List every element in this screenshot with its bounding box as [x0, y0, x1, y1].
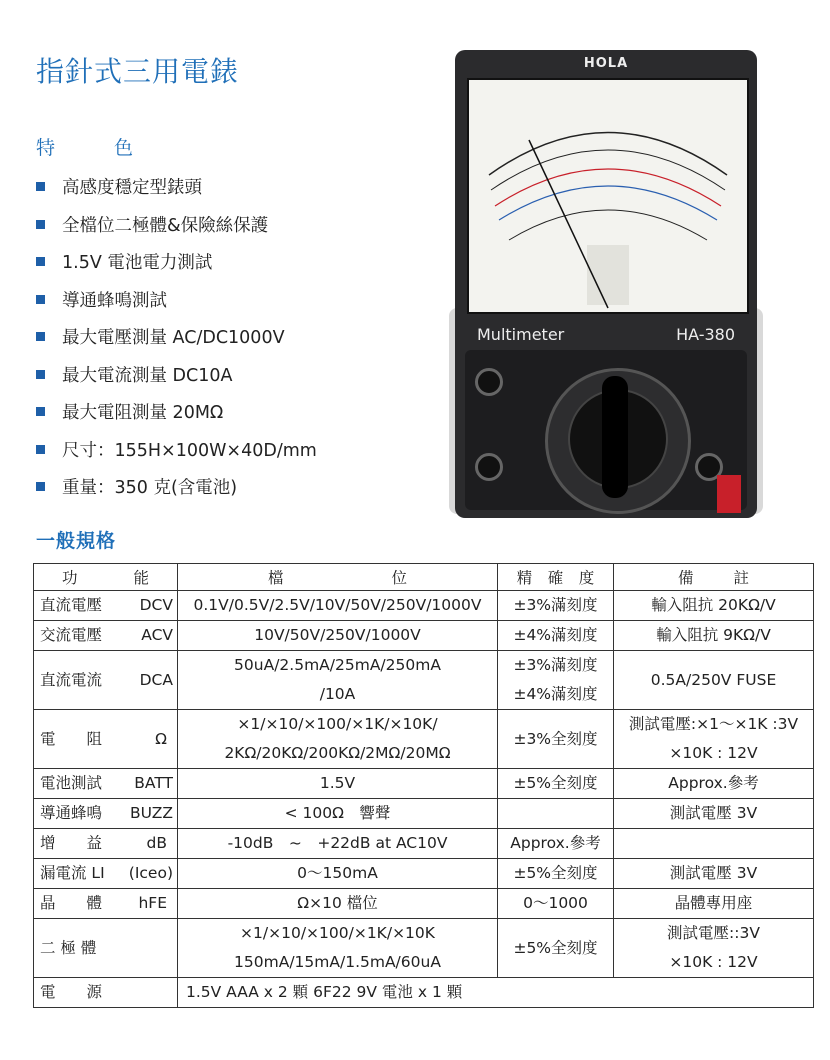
feature-item [36, 318, 317, 356]
table-row [34, 710, 814, 769]
header-accuracy: 精 確 度 [498, 564, 614, 591]
cell-range: -10dB ~ +22dB at AC10V [178, 829, 498, 859]
table-row [34, 591, 814, 621]
feature-text: 全檔位二極體&保險絲保護 [62, 215, 269, 236]
cell-range: 0.1V/0.5V/2.5V/10V/50V/250V/1000V [178, 591, 498, 621]
header-function: 功 能 [34, 564, 178, 591]
features-heading [36, 133, 134, 160]
cell-accuracy: 0～1000 [498, 889, 614, 919]
cell-note: 測試電壓::3V ×10K : 12V [614, 919, 814, 978]
cell-note: 測試電壓:×1～×1K :3V ×10K : 12V [614, 710, 814, 769]
cell-accuracy: ±5%全刻度 [498, 919, 614, 978]
table-row [34, 799, 814, 829]
feature-item [36, 393, 317, 431]
bullet-icon [36, 295, 45, 304]
cell-note: 0.5A/250V FUSE [614, 651, 814, 710]
jack-10a [475, 368, 503, 396]
bullet-icon [36, 257, 45, 266]
cell-note: 測試電壓 3V [614, 799, 814, 829]
bullet-icon [36, 220, 45, 229]
cell-function: 直流電壓 DCV [34, 591, 178, 621]
cell-range: 0～150mA [178, 859, 498, 889]
cell-function: 漏電流 LI (Iceo) [34, 859, 178, 889]
feature-text: 重量：350 克(含電池) [62, 478, 238, 499]
feature-item [36, 168, 317, 206]
feature-text: 高感度穩定型錶頭 [62, 178, 202, 199]
bullet-icon [36, 182, 45, 191]
specs-heading: 一般規格 [36, 530, 117, 552]
table-row [34, 978, 814, 1008]
cell-range: Ω×10 檔位 [178, 889, 498, 919]
cell-accuracy: ±3%全刻度 [498, 710, 614, 769]
meter-brand-logo: HOLA [583, 56, 629, 71]
table-row [34, 859, 814, 889]
cell-note: 晶體專用座 [614, 889, 814, 919]
feature-text: 尺寸：155H×100W×40D/mm [62, 440, 317, 461]
table-row [34, 621, 814, 651]
bullet-icon [36, 332, 45, 341]
cell-note: 測試電壓 3V [614, 859, 814, 889]
page-title: 指針式三用電錶 [36, 55, 240, 88]
cell-accuracy: ±5%全刻度 [498, 769, 614, 799]
jack-com [475, 453, 503, 481]
table-row [34, 769, 814, 799]
cell-accuracy [498, 799, 614, 829]
cell-function: 電 源 [34, 978, 178, 1008]
bullet-icon [36, 482, 45, 491]
cell-function: 導通蜂鳴 BUZZ [34, 799, 178, 829]
feature-item [36, 281, 317, 319]
cell-accuracy: Approx.參考 [498, 829, 614, 859]
feature-text: 最大電壓測量 AC/DC1000V [62, 328, 285, 349]
feature-item [36, 206, 317, 244]
cell-function: 電池測試 BATT [34, 769, 178, 799]
cell-range: ×1/×10/×100/×1K/×10K 150mA/15mA/1.5mA/60uA [178, 919, 498, 978]
cell-function: 增 益 dB [34, 829, 178, 859]
cell-function: 交流電壓 ACV [34, 621, 178, 651]
cell-note: 輸入阻抗 20KΩ/V [614, 591, 814, 621]
meter-knob-pointer [602, 376, 628, 498]
cell-range: 1.5V [178, 769, 498, 799]
cell-accuracy: ±5%全刻度 [498, 859, 614, 889]
header-note: 備 註 [614, 564, 814, 591]
features-list [36, 168, 317, 506]
header-range: 檔 位 [178, 564, 498, 591]
meter-scale-arcs [469, 80, 747, 312]
cell-accuracy: ±3%滿刻度 ±4%滿刻度 [498, 651, 614, 710]
cell-note: 輸入阻抗 9KΩ/V [614, 621, 814, 651]
table-row [34, 651, 814, 710]
feature-text: 1.5V 電池電力測試 [62, 253, 213, 274]
feature-item [36, 431, 317, 469]
feature-item [36, 356, 317, 394]
meter-model-number: HA-380 [676, 325, 735, 344]
cell-range: < 100Ω 響聲 [178, 799, 498, 829]
cell-accuracy: ±4%滿刻度 [498, 621, 614, 651]
features-heading-char-2: 色 [114, 137, 135, 159]
meter-model-name: Multimeter [477, 325, 565, 344]
cell-function: 二 極 體 [34, 919, 178, 978]
feature-item [36, 243, 317, 281]
cell-function: 晶 體 hFE [34, 889, 178, 919]
multimeter-photo [455, 50, 757, 518]
feature-text: 最大電流測量 DC10A [62, 365, 233, 386]
cell-function: 直流電流 DCA [34, 651, 178, 710]
cell-function: 電 阻 Ω [34, 710, 178, 769]
feature-text: 最大電阻測量 20MΩ [62, 403, 224, 424]
meter-scale-face [467, 78, 749, 314]
cell-note: Approx.參考 [614, 769, 814, 799]
table-row [34, 919, 814, 978]
cell-note [614, 829, 814, 859]
table-header-row [34, 564, 814, 591]
cell-range: 10V/50V/250V/1000V [178, 621, 498, 651]
feature-item [36, 468, 317, 506]
table-row [34, 829, 814, 859]
cell-range: ×1/×10/×100/×1K/×10K/ 2KΩ/20KΩ/200KΩ/2MΩ/20MΩ [178, 710, 498, 769]
bullet-icon [36, 407, 45, 416]
bullet-icon [36, 445, 45, 454]
feature-text: 導通蜂鳴測試 [62, 290, 167, 311]
bullet-icon [36, 370, 45, 379]
cell-range: 1.5V AAA x 2 顆 6F22 9V 電池 x 1 顆 [178, 978, 814, 1008]
cell-range: 50uA/2.5mA/25mA/250mA /10A [178, 651, 498, 710]
features-heading-char-1: 特 [36, 137, 57, 159]
spec-table [33, 563, 814, 1008]
cell-accuracy: ±3%滿刻度 [498, 591, 614, 621]
meter-red-tag [717, 475, 741, 513]
table-row [34, 889, 814, 919]
